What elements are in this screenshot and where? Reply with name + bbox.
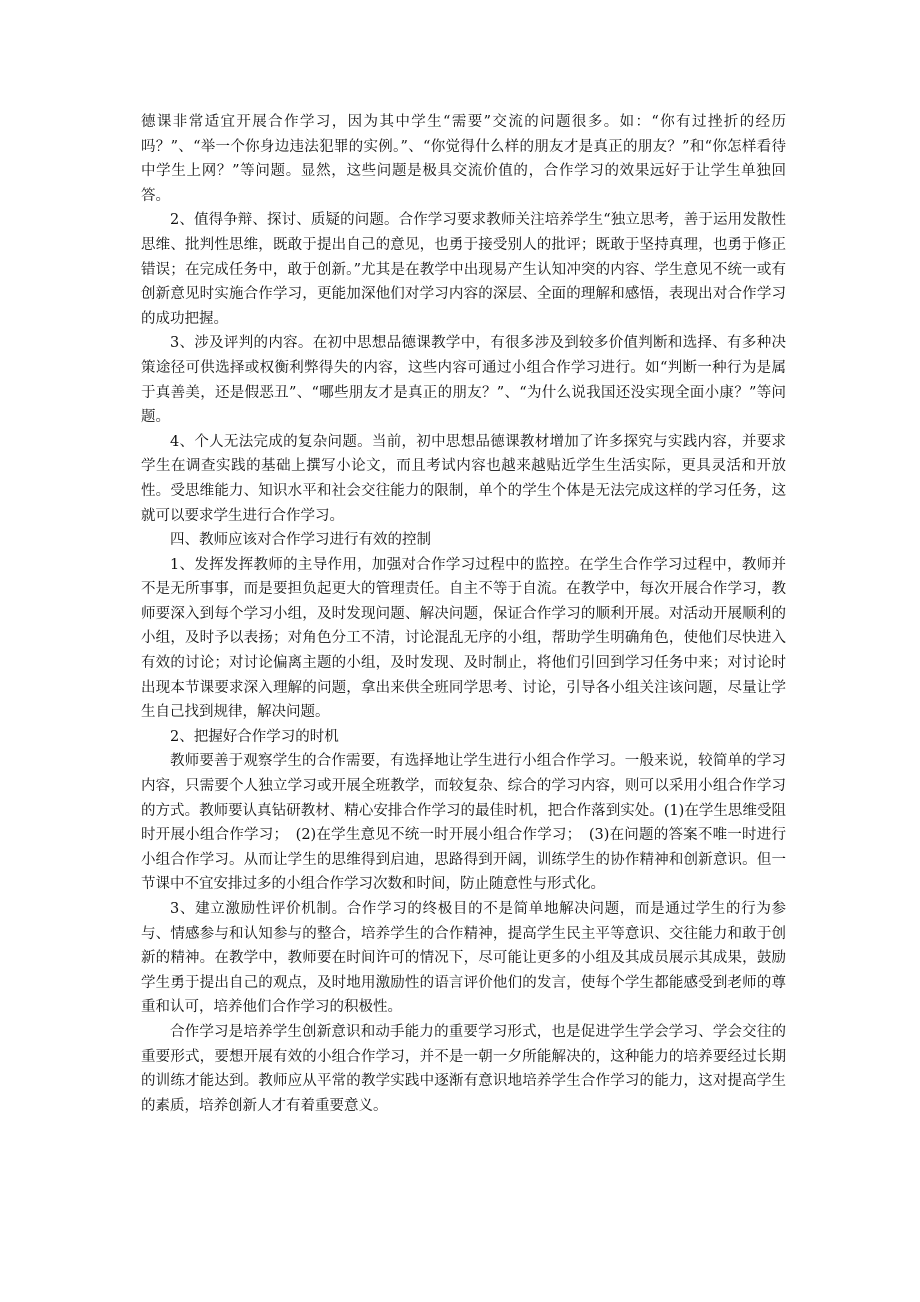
document-body	[141, 110, 786, 1118]
section-heading: 四、教师应该对合作学习进行有效的控制	[170, 532, 431, 549]
subsection-heading: 2、把握好合作学习的时机	[170, 728, 339, 745]
paragraph: 合作学习是培养学生创新意识和动手能力的重要学习形式，也是促进学生学会学习、学会交往的重要形式，要想开展有效的小组合作学习，并不是一朝一夕所能解决的，这种能力的培养要经过长期的训练才能达到。教师应从平常的教学实践中逐渐有意识地培养学生合作学习的能力，这对提高学生的素质，培养创新人才有着重要意义。	[141, 1023, 786, 1114]
paragraph: 3、建立激励性评价机制。合作学习的终极目的不是简单地解决问题，而是通过学生的行为参与、情感参与和认知参与的整合，培养学生的合作精神，提高学生民主平等意识、交往能力和敢于创新的精神。在教学中，教师要在时间许可的情况下，尽可能让更多的小组及其成员展示其成果，鼓励学生勇于提出自己的观点，及时地用激励性的语言评价他们的发言，使每个学生都能感受到老师的尊重和认可，培养他们合作学习的积极性。	[141, 901, 786, 1016]
paragraph: 德课非常适宜开展合作学习，因为其中学生“需要”交流的问题很多。如：“你有过挫折的经历吗？”、“举一个你身边违法犯罪的实例。”、“你觉得什么样的朋友才是真正的朋友？”和“你怎样看待中学生上网？”等问题。显然，这些问题是极具交流价值的，合作学习的效果远好于让学生单独回答。	[141, 114, 786, 204]
paragraph: 4、个人无法完成的复杂问题。当前，初中思想品德课教材增加了许多探究与实践内容，并要求学生在调查实践的基础上撰写小论文，而且考试内容也越来越贴近学生生活实际，更具灵活和开放性。受思维能力、知识水平和社会交往能力的限制，单个的学生个体是无法完成这样的学习任务，这就可以要求学生进行合作学习。	[141, 433, 786, 524]
paragraph: 教师要善于观察学生的合作需要，有选择地让学生进行小组合作学习。一般来说，较简单的学习内容，只需要个人独立学习或开展全班教学，而较复杂、综合的学习内容，则可以采用小组合作学习的方式。教师要认真钻研教材、精心安排合作学习的最佳时机，把合作落到实处。(1)在学生思维受阻时开展小组合作学习； (2)在学生意见不统一时开展小组合作学习； (3)在问题的答案不唯一时进行小组合作学习。从而让学生的思维得到启迪，思路得到开阔，训练学生的协作精神和创新意识。但一节课中不宜安排过多的小组合作学习次数和时间，防止随意性与形式化。	[141, 753, 786, 893]
paragraph: 1、发挥发挥教师的主导作用，加强对合作学习过程中的监控。在学生合作学习过程中，教师并不是无所事事，而是要担负起更大的管理责任。自主不等于自流。在教学中，每次开展合作学习，教师要深入到每个学习小组，及时发现问题、解决问题，保证合作学习的顺利开展。对活动开展顺利的小组，及时予以表扬；对角色分工不清，讨论混乱无序的小组，帮助学生明确角色，使他们尽快进入有效的讨论；对讨论偏离主题的小组，及时发现、及时制止，将他们引回到学习任务中来；对讨论时出现本节课要求深入理解的问题，拿出来供全班同学思考、讨论，引导各小组关注该问题，尽量让学生自己找到规律，解决问题。	[141, 556, 786, 721]
paragraph: 3、涉及评判的内容。在初中思想品德课教学中，有很多涉及到较多价值判断和选择、有多种决策途径可供选择或权衡利弊得失的内容，这些内容可通过小组合作学习进行。如“判断一种行为是属于真善美，还是假恶丑”、“哪些朋友才是真正的朋友？”、“为什么说我国还没实现全面小康？”等问题。	[141, 335, 786, 426]
paragraph: 2、值得争辩、探讨、质疑的问题。合作学习要求教师关注培养学生“独立思考，善于运用发散性思维、批判性思维，既敢于提出自己的意见，也勇于接受别人的批评；既敢于坚持真理，也勇于修正错误；在完成任务中，敢于创新。”尤其是在教学中出现易产生认知冲突的内容、学生意见不统一或有创新意见时实施合作学习，更能加深他们对学习内容的深层、全面的理解和感悟，表现出对合作学习的成功把握。	[141, 212, 786, 327]
